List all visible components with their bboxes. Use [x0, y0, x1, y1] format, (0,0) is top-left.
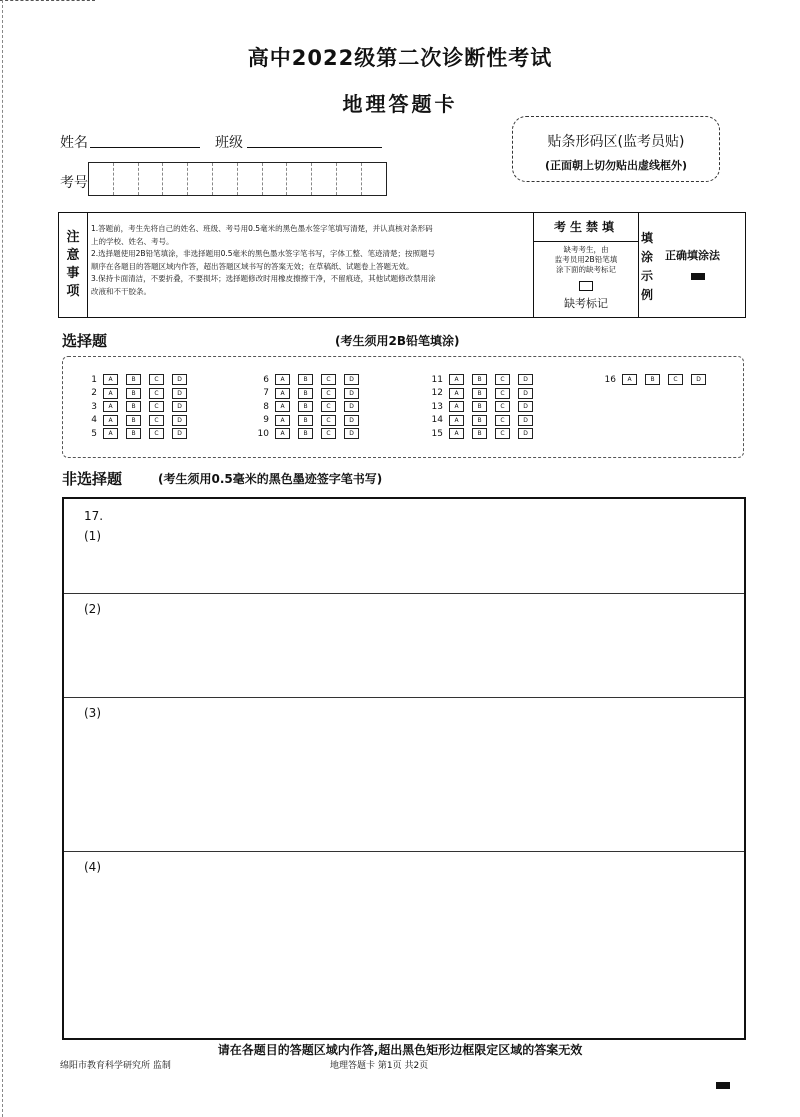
class-field[interactable]	[247, 131, 382, 148]
option-bubble-d[interactable]: D	[518, 415, 533, 426]
option-bubble-a[interactable]: A	[103, 415, 118, 426]
choice-question-12	[425, 388, 541, 399]
notice-heading-char: 意	[66, 248, 80, 263]
fill-example-char: 填	[641, 231, 654, 245]
question-number: 5	[91, 428, 97, 439]
question-number: 12	[431, 388, 443, 398]
examiner-text-line: 缺考考生，由	[563, 245, 609, 254]
id-digit-box[interactable]	[238, 163, 263, 195]
question-number: 15	[431, 428, 443, 439]
option-bubble-c[interactable]: C	[668, 374, 683, 385]
absent-mark-label: 缺考标记	[564, 297, 608, 310]
option-bubble-d[interactable]: D	[691, 374, 706, 385]
option-bubble-a[interactable]: A	[103, 388, 118, 399]
option-bubble-d[interactable]: D	[344, 374, 359, 385]
question-number: 16	[604, 374, 616, 385]
id-digit-box[interactable]	[337, 163, 362, 195]
option-bubble-b[interactable]: B	[472, 388, 487, 399]
answer-part-4[interactable]	[64, 852, 744, 1036]
choice-question-4	[79, 415, 195, 426]
choice-question-8	[251, 401, 367, 412]
option-bubble-a[interactable]: A	[103, 374, 118, 385]
answer-part-1[interactable]	[64, 499, 744, 594]
card-title: 地理答题卡	[342, 92, 458, 116]
choice-question-13	[425, 401, 541, 412]
notice-line: 顺序在各题目的答题区域内作答，超出答题区域书写的答案无效；在草稿纸、试题卷上答题无效。	[91, 261, 414, 271]
question-number: 6	[263, 374, 269, 385]
question-number: 4	[91, 415, 97, 425]
option-bubble-b[interactable]: B	[298, 415, 313, 426]
part-label: (2)	[84, 602, 101, 616]
option-bubble-b[interactable]: B	[298, 428, 313, 439]
option-bubble-a[interactable]: A	[275, 401, 290, 412]
barcode-title: 贴条形码区(监考员贴)	[547, 134, 685, 150]
choice-question-1	[79, 374, 195, 385]
option-bubble-c[interactable]: C	[495, 415, 510, 426]
option-bubble-a[interactable]: A	[622, 374, 637, 385]
choice-question-5	[79, 428, 195, 439]
option-bubble-c[interactable]: C	[321, 415, 336, 426]
option-bubble-a[interactable]: A	[449, 415, 464, 426]
option-bubble-b[interactable]: B	[126, 388, 141, 399]
id-label: 考号	[60, 175, 88, 191]
question-number: 3	[91, 401, 97, 412]
notice-line: 1.答题前，考生先将自己的姓名、班级、考号用0.5毫米的黑色墨水签字笔填写清楚，并认真核对条形码	[91, 224, 433, 233]
option-bubble-a[interactable]: A	[449, 374, 464, 385]
question-number: 8	[263, 401, 269, 412]
part-label: (4)	[84, 860, 101, 874]
footer-publisher: 绵阳市教育科学研究所 监制	[60, 1061, 171, 1071]
choice-instruction: (考生须用2B铅笔填涂)	[335, 334, 460, 348]
option-bubble-b[interactable]: B	[472, 401, 487, 412]
examiner-text-line: 监考员用2B铅笔填	[554, 255, 618, 264]
option-bubble-d[interactable]: D	[172, 415, 187, 426]
option-bubble-c[interactable]: C	[149, 415, 164, 426]
examiner-text	[534, 245, 638, 275]
id-digit-box[interactable]	[114, 163, 139, 195]
option-bubble-c[interactable]: C	[495, 388, 510, 399]
notice-heading-char: 注	[66, 230, 80, 245]
id-digit-box[interactable]	[163, 163, 188, 195]
option-bubble-a[interactable]: A	[449, 428, 464, 439]
option-bubble-a[interactable]: A	[449, 388, 464, 399]
id-digit-box[interactable]	[263, 163, 288, 195]
option-bubble-c[interactable]: C	[321, 388, 336, 399]
fill-example-char: 涂	[641, 250, 654, 264]
absent-mark-box[interactable]	[579, 281, 593, 291]
answer-part-3[interactable]	[64, 698, 744, 852]
notice-line: 上的学校、姓名、考号。	[91, 236, 174, 246]
option-bubble-a[interactable]: A	[449, 401, 464, 412]
choice-section-title: 选择题	[62, 332, 108, 350]
notice-heading-char: 事	[66, 266, 80, 281]
option-bubble-d[interactable]: D	[518, 428, 533, 439]
option-bubble-b[interactable]: B	[298, 401, 313, 412]
id-digit-box[interactable]	[139, 163, 164, 195]
option-bubble-c[interactable]: C	[321, 428, 336, 439]
barcode-note: (正面朝上切勿贴出虚线框外)	[544, 159, 688, 172]
footer-warning: 请在各题目的答题区域内作答,超出黑色矩形边框限定区域的答案无效	[217, 1043, 583, 1057]
option-bubble-b[interactable]: B	[298, 388, 313, 399]
notice-line: 2.选择题使用2B铅笔填涂，非选择题用0.5毫米的黑色墨水签字笔书写，字体工整、笔迹清楚；按照题号	[91, 249, 435, 258]
option-bubble-b[interactable]: B	[126, 374, 141, 385]
scan-marker	[716, 1082, 730, 1089]
option-bubble-c[interactable]: C	[495, 374, 510, 385]
id-digit-box[interactable]	[213, 163, 238, 195]
correct-fill-label: 正确填涂法	[665, 249, 720, 262]
option-bubble-b[interactable]: B	[472, 428, 487, 439]
option-bubble-a[interactable]: A	[275, 388, 290, 399]
option-bubble-d[interactable]: D	[172, 374, 187, 385]
id-digit-box[interactable]	[89, 163, 114, 195]
option-bubble-d[interactable]: D	[518, 401, 533, 412]
part-label: (3)	[84, 706, 101, 720]
examiner-text-line: 涂下面的缺考标记	[556, 265, 616, 274]
answer-part-2[interactable]	[64, 594, 744, 698]
fill-example-char: 示	[641, 269, 654, 283]
option-bubble-d[interactable]: D	[518, 388, 533, 399]
id-digit-box[interactable]	[188, 163, 213, 195]
id-digit-box[interactable]	[312, 163, 337, 195]
choice-question-6	[251, 374, 367, 385]
notice-box	[58, 212, 746, 318]
notice-line: 改液和不干胶条。	[91, 286, 151, 296]
option-bubble-d[interactable]: D	[172, 401, 187, 412]
id-digit-box[interactable]	[362, 163, 386, 195]
option-bubble-b[interactable]: B	[472, 374, 487, 385]
name-field[interactable]	[90, 131, 200, 148]
choice-question-3	[79, 401, 195, 412]
option-bubble-c[interactable]: C	[321, 374, 336, 385]
correct-fill-mark	[691, 273, 705, 280]
option-bubble-a[interactable]: A	[103, 401, 118, 412]
choice-question-9	[251, 415, 367, 426]
choice-question-10	[251, 428, 367, 439]
option-bubble-d[interactable]: D	[172, 428, 187, 439]
question-number: 14	[431, 415, 443, 425]
fill-example-char: 例	[641, 288, 654, 302]
option-bubble-c[interactable]: C	[321, 401, 336, 412]
option-bubble-c[interactable]: C	[149, 428, 164, 439]
question-number: 2	[91, 388, 97, 398]
choice-question-16	[598, 374, 714, 385]
option-bubble-d[interactable]: D	[344, 401, 359, 412]
option-bubble-c[interactable]: C	[495, 401, 510, 412]
option-bubble-c[interactable]: C	[495, 428, 510, 439]
option-bubble-b[interactable]: B	[298, 374, 313, 385]
question-number: 7	[263, 388, 269, 398]
option-bubble-d[interactable]: D	[344, 388, 359, 399]
option-bubble-c[interactable]: C	[149, 401, 164, 412]
examiner-only-box	[533, 213, 639, 317]
exam-title: 高中2022级第二次诊断性考试	[247, 46, 553, 70]
examiner-title: 考生禁填	[534, 213, 638, 242]
option-bubble-b[interactable]: B	[126, 428, 141, 439]
choice-question-2	[79, 388, 195, 399]
class-label: 班级	[215, 135, 243, 151]
option-bubble-a[interactable]: A	[275, 428, 290, 439]
nonchoice-instruction: (考生须用0.5毫米的黑色墨迹签字笔书写)	[158, 472, 383, 486]
name-label: 姓名	[60, 135, 88, 151]
option-bubble-a[interactable]: A	[103, 428, 118, 439]
footer-page-info: 地理答题卡 第1页 共2页	[330, 1061, 429, 1071]
choice-question-7	[251, 388, 367, 399]
binding-dashed-line	[2, 0, 3, 1117]
notice-heading-char: 项	[66, 284, 80, 299]
option-bubble-c[interactable]: C	[149, 388, 164, 399]
option-bubble-d[interactable]: D	[518, 374, 533, 385]
question-number: 10	[257, 428, 269, 439]
id-digit-box[interactable]	[287, 163, 312, 195]
question-number: 13	[431, 401, 443, 412]
choice-question-15	[425, 428, 541, 439]
student-id-boxes[interactable]	[88, 162, 387, 196]
nonchoice-answer-area	[62, 497, 746, 1040]
option-bubble-d[interactable]: D	[344, 428, 359, 439]
question-number: 1	[91, 374, 97, 385]
option-bubble-b[interactable]: B	[126, 415, 141, 426]
option-bubble-b[interactable]: B	[472, 415, 487, 426]
option-bubble-a[interactable]: A	[275, 374, 290, 385]
nonchoice-section-title: 非选择题	[62, 470, 123, 488]
option-bubble-d[interactable]: D	[172, 388, 187, 399]
option-bubble-a[interactable]: A	[275, 415, 290, 426]
part-label: (1)	[84, 529, 101, 543]
question-number: 9	[263, 415, 269, 425]
choice-answer-area	[62, 356, 744, 458]
notice-items	[91, 223, 531, 298]
barcode-area	[512, 116, 720, 182]
option-bubble-c[interactable]: C	[149, 374, 164, 385]
option-bubble-d[interactable]: D	[344, 415, 359, 426]
choice-question-14	[425, 415, 541, 426]
notice-line: 3.保持卡面清洁，不要折叠，不要损坏；选择题修改时用橡皮擦擦干净，不留痕迹，其他试题修改禁用涂	[91, 274, 436, 283]
fill-example-label	[641, 229, 653, 305]
question-number: 17.	[84, 509, 104, 523]
notice-heading	[59, 213, 88, 317]
option-bubble-b[interactable]: B	[126, 401, 141, 412]
question-number: 11	[431, 374, 443, 385]
top-dashed-line	[0, 0, 95, 1]
choice-question-11	[425, 374, 541, 385]
option-bubble-b[interactable]: B	[645, 374, 660, 385]
